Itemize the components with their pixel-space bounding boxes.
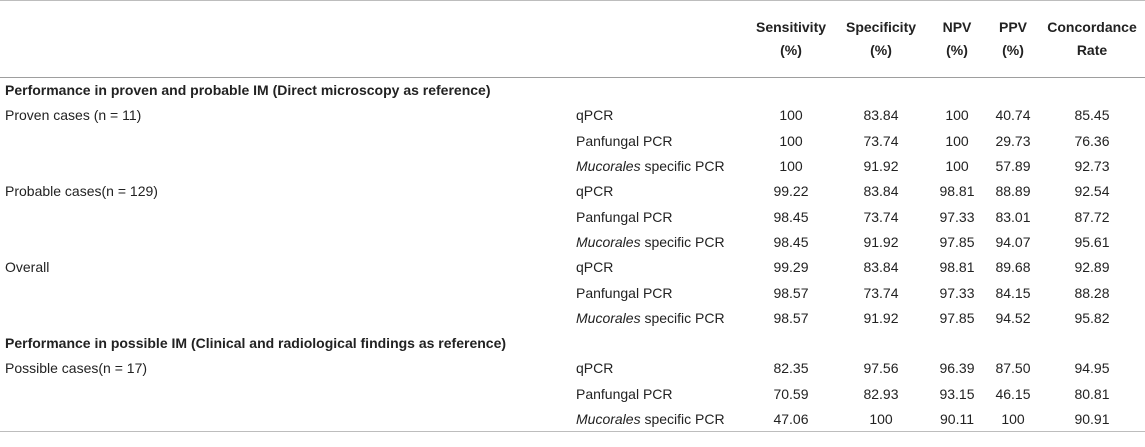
method-label: Panfungal PCR bbox=[576, 284, 673, 301]
method-label: Panfungal PCR bbox=[576, 208, 673, 225]
header-npv: NPV (%) bbox=[942, 19, 972, 58]
method-suffix: specific PCR bbox=[640, 309, 725, 326]
table-row bbox=[0, 229, 1145, 254]
sensitivity-cell: 100 bbox=[779, 158, 803, 175]
npv-cell: 90.11 bbox=[940, 410, 974, 427]
npv-cell: 97.85 bbox=[939, 233, 975, 250]
specificity-cell: 100 bbox=[869, 410, 893, 427]
specificity-cell: 83.84 bbox=[863, 259, 899, 276]
ppv-cell: 40.74 bbox=[995, 107, 1031, 124]
sensitivity-cell: 100 bbox=[779, 107, 803, 124]
table-row bbox=[0, 280, 1145, 305]
sensitivity-cell: 98.57 bbox=[773, 309, 809, 326]
concordance-cell: 90.91 bbox=[1074, 410, 1110, 427]
table-row bbox=[0, 103, 1145, 128]
header-ppv: PPV (%) bbox=[998, 19, 1027, 58]
sensitivity-cell: 98.45 bbox=[773, 233, 809, 250]
table-row bbox=[0, 356, 1145, 381]
concordance-cell: 88.28 bbox=[1074, 284, 1110, 301]
sensitivity-cell: 99.22 bbox=[773, 183, 809, 200]
case-label-empty bbox=[0, 381, 572, 406]
method-suffix: specific PCR bbox=[640, 233, 725, 250]
case-label-empty bbox=[0, 229, 572, 254]
npv-cell: 100 bbox=[945, 158, 969, 175]
specificity-cell: 82.93 bbox=[863, 385, 899, 402]
concordance-cell: 80.81 bbox=[1074, 385, 1110, 402]
ppv-cell: 94.52 bbox=[995, 309, 1031, 326]
specificity-cell: 91.92 bbox=[863, 309, 899, 326]
ppv-cell: 57.89 bbox=[995, 158, 1031, 175]
sensitivity-cell: 99.29 bbox=[773, 259, 809, 276]
specificity-cell: 83.84 bbox=[863, 107, 899, 124]
ppv-cell: 89.68 bbox=[995, 259, 1031, 276]
method-suffix: specific PCR bbox=[640, 410, 725, 427]
method-genus: Mucorales bbox=[576, 309, 641, 326]
section-title: Performance in proven and probable IM (Direct microscopy as reference) bbox=[5, 82, 491, 99]
npv-cell: 97.33 bbox=[939, 284, 975, 301]
concordance-cell: 95.82 bbox=[1074, 309, 1110, 326]
method-label bbox=[572, 153, 747, 178]
ppv-cell: 87.50 bbox=[995, 360, 1031, 377]
table-row bbox=[0, 381, 1145, 406]
section-row-possible bbox=[0, 330, 1145, 355]
npv-cell: 96.39 bbox=[939, 360, 975, 377]
case-label-empty bbox=[0, 406, 572, 431]
ppv-cell: 100 bbox=[1001, 410, 1025, 427]
header-method-blank bbox=[572, 1, 747, 78]
concordance-cell: 76.36 bbox=[1074, 132, 1110, 149]
specificity-cell: 73.74 bbox=[863, 132, 899, 149]
npv-cell: 97.85 bbox=[939, 309, 975, 326]
specificity-cell: 73.74 bbox=[863, 208, 899, 225]
concordance-cell: 92.54 bbox=[1074, 183, 1110, 200]
method-label: Panfungal PCR bbox=[576, 132, 673, 149]
header-concordance: Concordance Rate bbox=[1047, 19, 1137, 58]
method-genus: Mucorales bbox=[576, 233, 641, 250]
method-label: qPCR bbox=[576, 183, 614, 200]
npv-cell: 98.81 bbox=[939, 183, 975, 200]
table-row bbox=[0, 128, 1145, 153]
specificity-cell: 97.56 bbox=[863, 360, 899, 377]
method-label: qPCR bbox=[576, 107, 614, 124]
specificity-cell: 83.84 bbox=[863, 183, 899, 200]
ppv-cell: 29.73 bbox=[995, 132, 1031, 149]
ppv-cell: 88.89 bbox=[995, 183, 1031, 200]
case-label-empty bbox=[0, 280, 572, 305]
npv-cell: 97.33 bbox=[939, 208, 975, 225]
sensitivity-cell: 47.06 bbox=[773, 410, 809, 427]
sensitivity-cell: 70.59 bbox=[773, 385, 809, 402]
case-label-empty bbox=[0, 153, 572, 178]
case-label-empty bbox=[0, 128, 572, 153]
specificity-cell: 73.74 bbox=[863, 284, 899, 301]
table-row bbox=[0, 305, 1145, 330]
ppv-cell: 46.15 bbox=[995, 385, 1031, 402]
case-label: Probable cases(n = 129) bbox=[5, 183, 158, 200]
method-suffix: specific PCR bbox=[640, 158, 725, 175]
header-specificity: Specificity (%) bbox=[845, 19, 917, 58]
header-case-blank bbox=[0, 1, 572, 78]
table-row bbox=[0, 406, 1145, 431]
method-label bbox=[572, 305, 747, 330]
case-label: Overall bbox=[5, 259, 50, 276]
sensitivity-cell: 98.57 bbox=[773, 284, 809, 301]
npv-cell: 100 bbox=[945, 107, 969, 124]
sensitivity-cell: 82.35 bbox=[773, 360, 809, 377]
method-label: qPCR bbox=[576, 259, 614, 276]
npv-cell: 93.15 bbox=[939, 385, 975, 402]
table-row bbox=[0, 153, 1145, 178]
npv-cell: 100 bbox=[945, 132, 969, 149]
concordance-cell: 95.61 bbox=[1074, 233, 1110, 250]
case-label: Possible cases(n = 17) bbox=[5, 360, 148, 377]
table-row bbox=[0, 179, 1145, 204]
case-label-empty bbox=[0, 204, 572, 229]
table-row bbox=[0, 204, 1145, 229]
case-label-empty bbox=[0, 305, 572, 330]
method-label bbox=[572, 406, 747, 431]
section-row-proven-probable bbox=[0, 78, 1145, 103]
sensitivity-cell: 100 bbox=[779, 132, 803, 149]
header-row bbox=[0, 1, 1145, 78]
concordance-cell: 85.45 bbox=[1074, 107, 1110, 124]
method-genus: Mucorales bbox=[576, 158, 641, 175]
method-label bbox=[572, 229, 747, 254]
concordance-cell: 87.72 bbox=[1074, 208, 1110, 225]
ppv-cell: 94.07 bbox=[995, 233, 1031, 250]
npv-cell: 98.81 bbox=[939, 259, 975, 276]
method-genus: Mucorales bbox=[576, 410, 641, 427]
concordance-cell: 92.73 bbox=[1074, 158, 1110, 175]
case-label: Proven cases (n = 11) bbox=[5, 107, 142, 124]
method-label: Panfungal PCR bbox=[576, 385, 673, 402]
header-sensitivity: Sensitivity (%) bbox=[755, 19, 827, 58]
method-label: qPCR bbox=[576, 360, 614, 377]
table-row bbox=[0, 255, 1145, 280]
ppv-cell: 84.15 bbox=[995, 284, 1031, 301]
specificity-cell: 91.92 bbox=[863, 158, 899, 175]
sensitivity-cell: 98.45 bbox=[773, 208, 809, 225]
ppv-cell: 83.01 bbox=[995, 208, 1031, 225]
specificity-cell: 91.92 bbox=[863, 233, 899, 250]
concordance-cell: 94.95 bbox=[1074, 360, 1110, 377]
section-title: Performance in possible IM (Clinical and radiological findings as reference) bbox=[5, 335, 507, 352]
concordance-cell: 92.89 bbox=[1074, 259, 1110, 276]
